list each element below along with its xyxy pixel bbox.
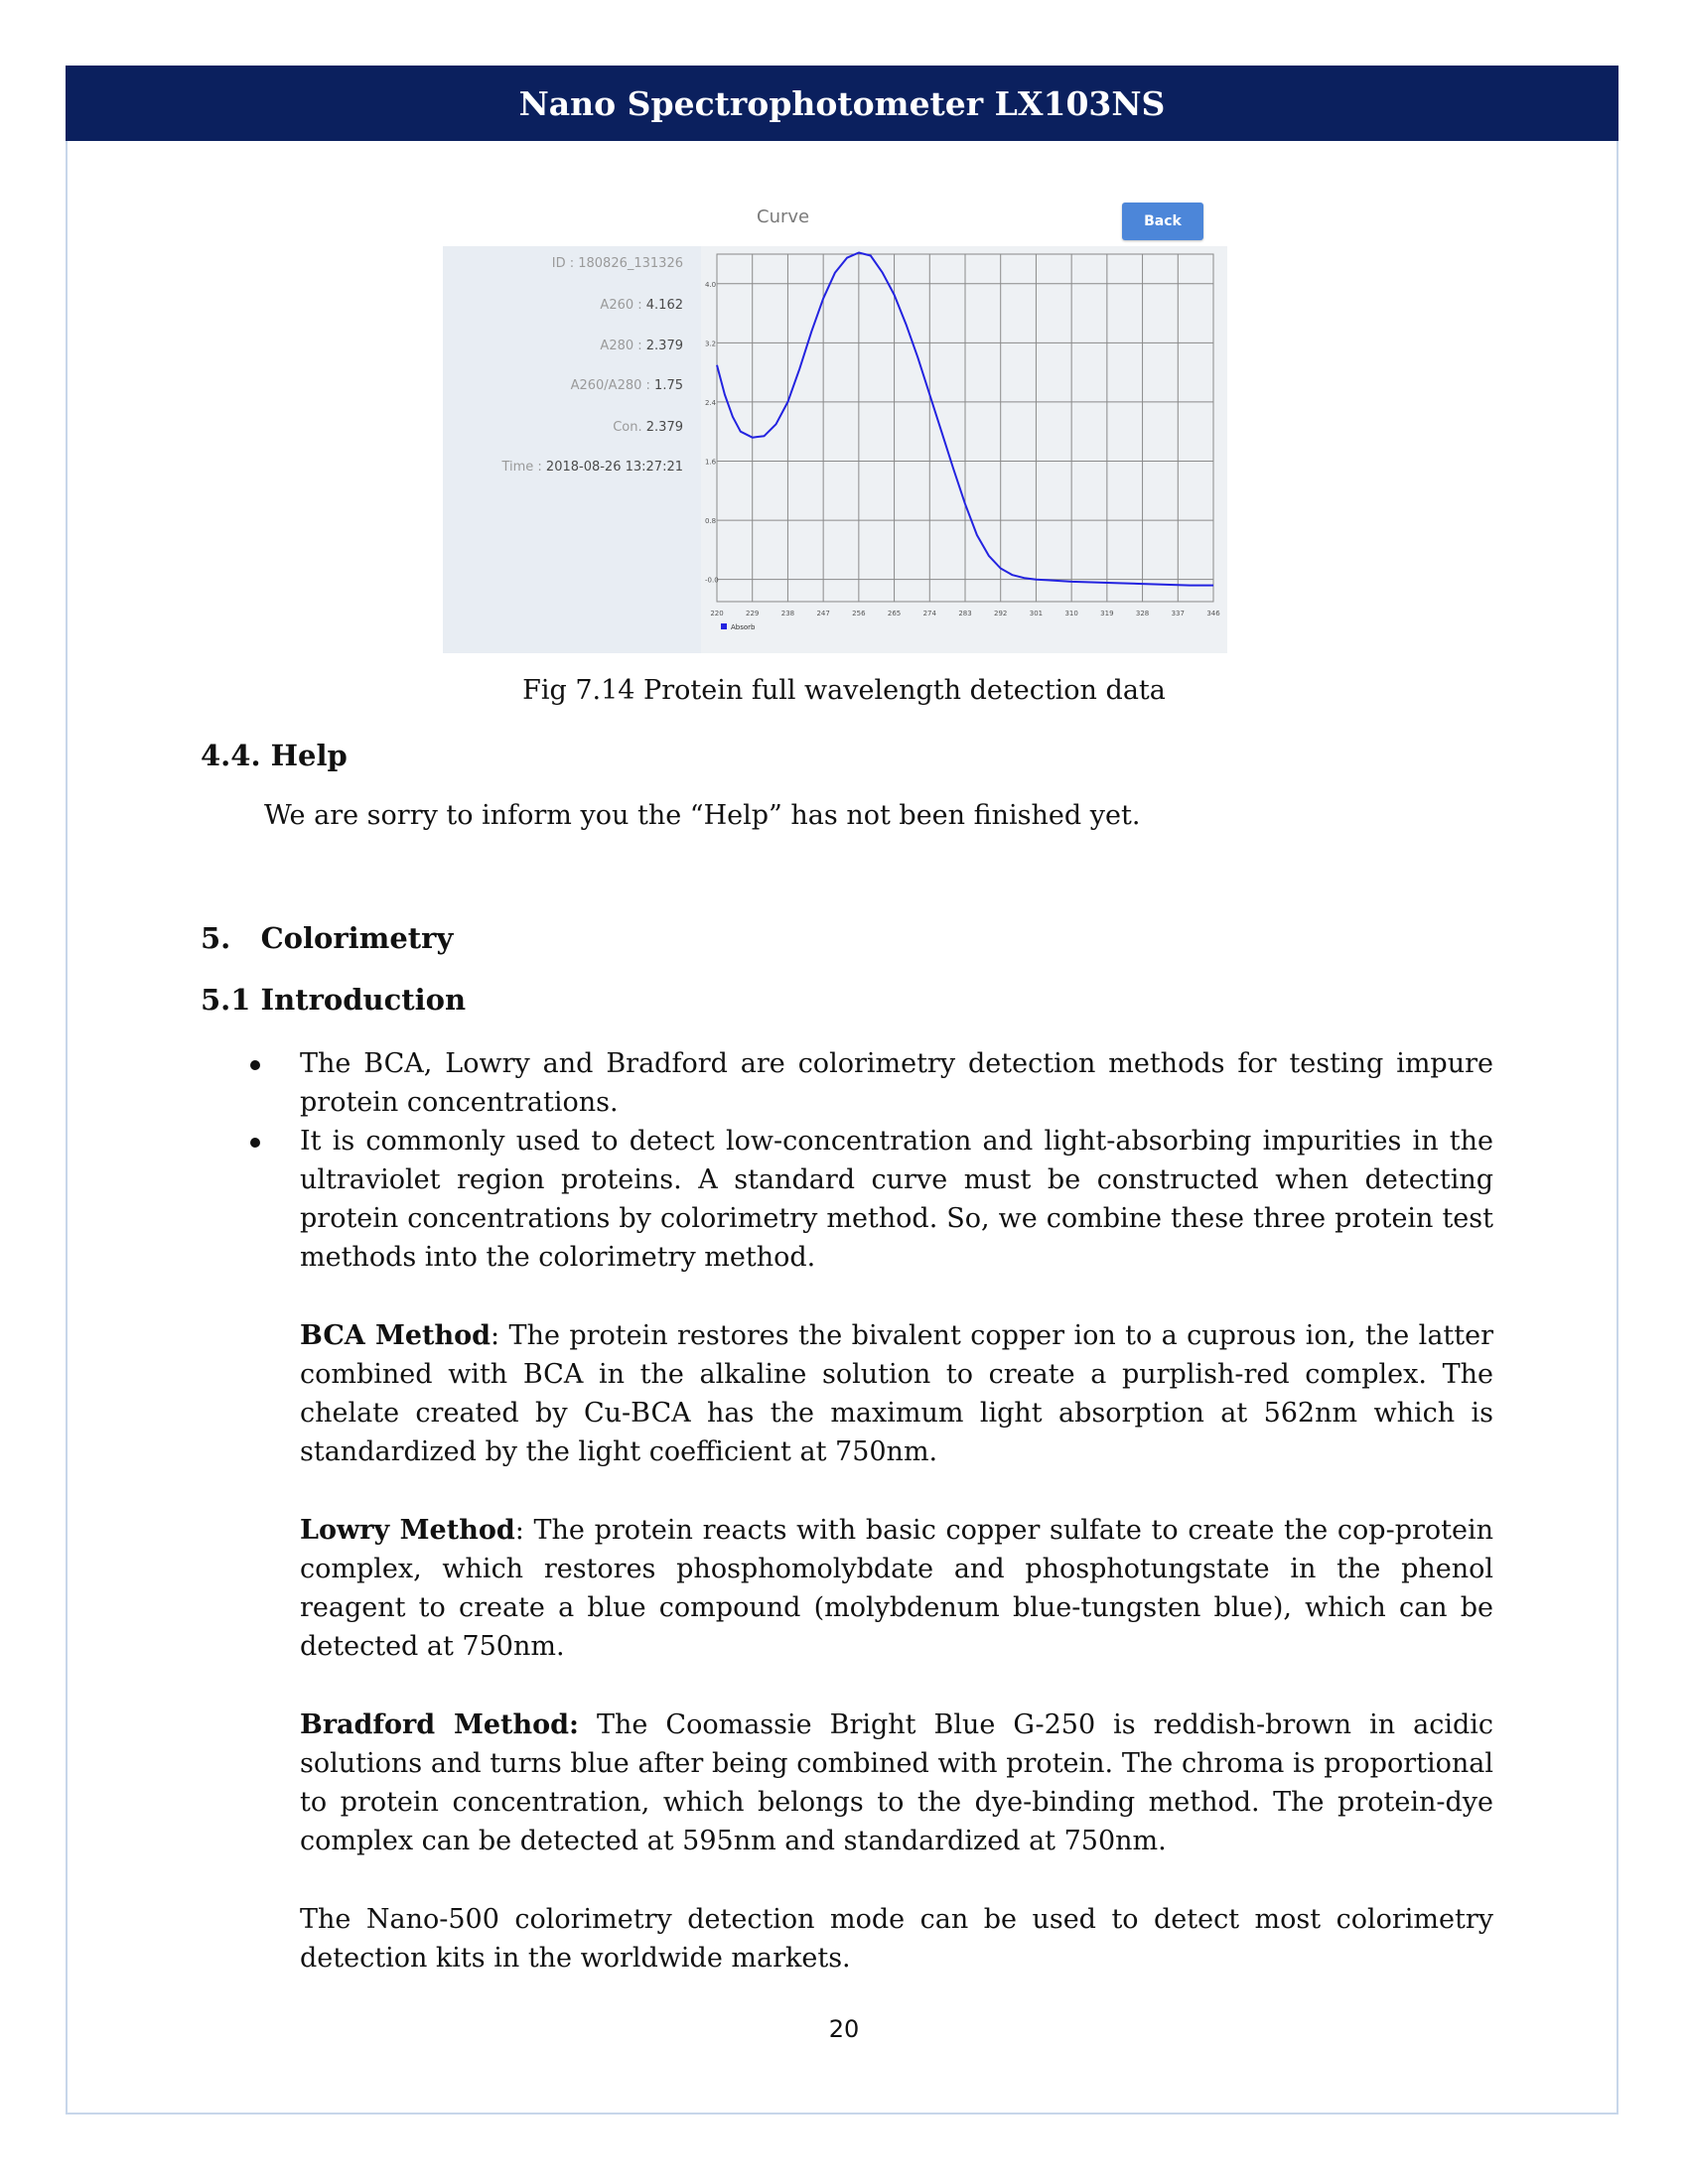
screenshot-toolbar	[443, 195, 1227, 246]
x-tick-label: 310	[1064, 610, 1078, 617]
y-tick-label: 2.4	[705, 398, 717, 407]
x-tick-label: 346	[1206, 610, 1220, 617]
a280-value: 2.379	[645, 339, 683, 353]
x-tick-label: 301	[1029, 610, 1044, 617]
x-tick-label: 229	[746, 610, 760, 617]
legend-swatch	[721, 623, 727, 629]
bullet-item-1: The BCA, Lowry and Bradford are colorimetry detection methods for testing impure protein concentrations.	[300, 1048, 1493, 1118]
bradford-lead: Bradford Method:	[300, 1709, 580, 1740]
introduction-heading: 5.1 Introduction	[201, 983, 467, 1017]
x-tick-label: 265	[887, 610, 902, 617]
absorbance-chart	[701, 246, 1227, 653]
x-tick-label: 283	[958, 610, 972, 617]
bullet-marker	[250, 1060, 260, 1070]
curve-title: Curve	[757, 206, 810, 227]
bullet-marker	[250, 1138, 260, 1148]
a260-label: A260 :	[600, 298, 642, 313]
con-label: Con.	[613, 420, 642, 435]
time-row	[501, 460, 683, 475]
x-tick-label: 319	[1100, 610, 1114, 617]
con-row	[613, 420, 683, 435]
figure-caption: Fig 7.14 Protein full wavelength detection data	[522, 675, 1166, 706]
back-button[interactable]: Back	[1122, 203, 1203, 240]
x-tick-label: 256	[852, 610, 866, 617]
con-value: 2.379	[645, 420, 683, 435]
lowry-lead: Lowry Method	[300, 1515, 515, 1546]
bca-lead: BCA Method	[300, 1320, 492, 1351]
bca-text: : The protein restores the bivalent copper ion to a cuprous ion, the latter combined with BCA in the alkaline solution to create a purplish-red complex. The chelate created by Cu-BCA has the maximum light absorption at 562nm which is standardized by the light coefficient at 750nm.	[300, 1320, 1493, 1467]
a280-label: A280 :	[600, 339, 642, 353]
ratio-value: 1.75	[654, 378, 683, 393]
y-tick-label: 3.2	[705, 340, 717, 348]
x-tick-label: 328	[1135, 610, 1150, 617]
x-tick-label: 247	[816, 610, 830, 617]
y-tick-label: 4.0	[705, 280, 717, 289]
time-value: 2018-08-26 13:27:21	[545, 460, 683, 475]
bullet-item-2: It is commonly used to detect low-concentration and light-absorbing impurities in the ultraviolet region proteins. A standard curve must be constructed when detecting protein concentrations by colorimetry method. So, we combine these three protein test methods into the colorimetry method.	[300, 1126, 1493, 1273]
lowry-text: : The protein reacts with basic copper sulfate to create the cop-protein complex, which restores phosphomolybdate and phosphotungstate in the phenol reagent to create a blue compound (molybdenum blue-tungsten blue), which can be detected at 750nm.	[300, 1515, 1494, 1662]
colorimetry-heading: 5. Colorimetry	[201, 921, 454, 955]
x-tick-label: 337	[1171, 610, 1185, 617]
ratio-label: A260/A280 :	[570, 378, 650, 393]
lowry-paragraph	[300, 1511, 1493, 1666]
result-info-panel	[443, 246, 701, 653]
time-label: Time :	[501, 460, 542, 475]
x-tick-label: 220	[710, 610, 724, 617]
nano-paragraph: The Nano-500 colorimetry detection mode can be used to detect most colorimetry detection kits in the worldwide markets.	[300, 1904, 1493, 1974]
help-heading: 4.4. Help	[201, 739, 348, 772]
ratio-row	[571, 378, 683, 393]
a280-row	[600, 339, 683, 353]
y-tick-label: -0.0	[705, 576, 719, 585]
chart-svg	[701, 246, 1227, 653]
a260-row	[600, 298, 683, 313]
legend-label: Absorb	[731, 623, 756, 631]
y-tick-label: 1.6	[705, 458, 717, 467]
x-tick-label: 292	[994, 610, 1008, 617]
bradford-paragraph	[300, 1706, 1493, 1860]
help-text: We are sorry to inform you the “Help” has not been finished yet.	[264, 800, 1141, 831]
curve-screenshot	[443, 195, 1227, 653]
bradford-text: The Coomassie Bright Blue G-250 is reddish-brown in acidic solutions and turns blue after being combined with protein. The chroma is proportional to protein concentration, which belongs to the dye-binding method. The protein-dye complex can be detected at 595nm and standardized at 750nm.	[300, 1709, 1494, 1856]
x-tick-label: 274	[922, 610, 936, 617]
y-tick-label: 0.8	[705, 517, 717, 526]
a260-value: 4.162	[645, 298, 683, 313]
header-title: Nano Spectrophotometer LX103NS	[518, 83, 1166, 123]
page-header	[66, 66, 1618, 141]
page-number: 20	[828, 2015, 860, 2043]
x-tick-label: 238	[780, 610, 795, 617]
bca-paragraph	[300, 1316, 1493, 1471]
sample-id: ID : 180826_131326	[551, 256, 683, 271]
